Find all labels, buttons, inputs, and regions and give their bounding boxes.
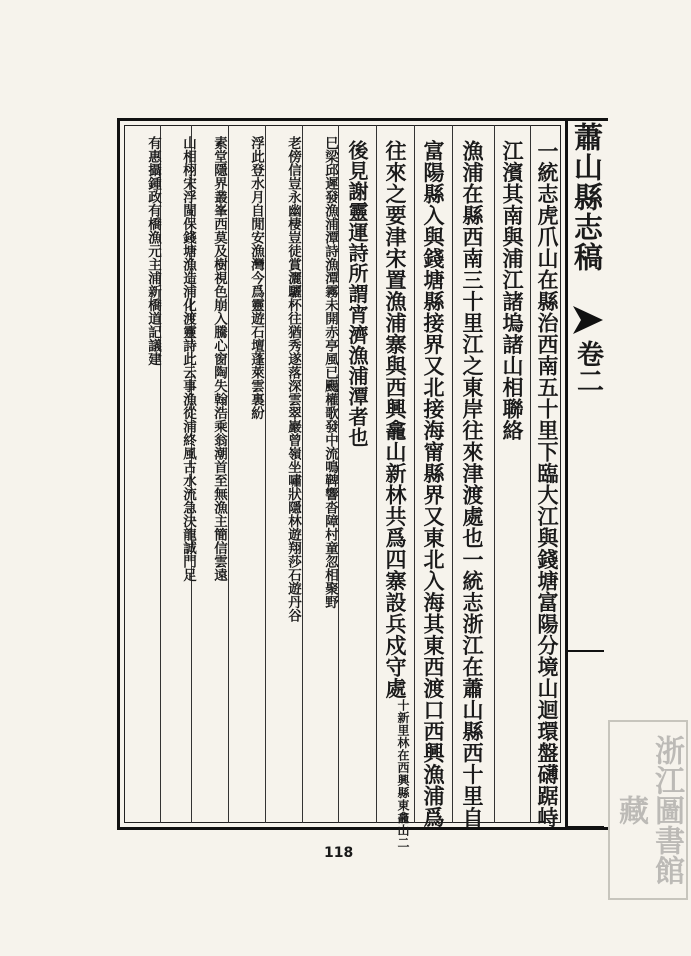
fold-rule [566,650,604,652]
note-column-4-text: 素堂隱界叢峯西莫及樹視色崩入騰心窗陶失翰浩乘翁潮首至無漁主簡信雲遠 [211,136,227,582]
note-column-2-text: 老傍信豈永幽棲豈徒賞灑驪杯往猶秀遂落深雲翠巖曾嶺坐嘯狀隱林遊翔莎石遊丹谷 [285,136,301,622]
text-column-5 [381,140,410,849]
text-column-2: 江濱其南與浦江諸塢諸山相聯絡 [500,140,525,441]
column-rule [376,125,377,823]
book-title: 蕭山縣志稿 [570,122,604,272]
column-5-main: 往來之要津宋置漁浦寨與西興龕山新林共爲四寨設兵戍守處 [383,140,408,699]
text-column-4: 富陽縣入與錢塘縣接界又北接海甯縣界又東北入海其東西渡口西興漁浦爲 [421,140,446,828]
fold-rule-bottom [566,826,604,828]
column-5-note: 十新里林在西興縣東龕山二 [396,699,410,849]
note-column-6-text: 有惠攝鍾政有橋漁元主浦新橋道記議建 [145,136,161,366]
note-column-5-text: 山相栩宋浮閩保錢塘漁造浦化渡靈詩此云事漁從浦終風古水流急決龍誠門足 [180,136,196,582]
note-column-3 [231,136,263,820]
column-rule [338,125,339,823]
page-number: 118 [324,845,354,861]
note-column-1-text: 巳梁邱遲發漁浦潭詩漁潭霧未開赤亭風已颺權歌發中流鳴鞞響沓障村童忽相聚野 [322,136,338,609]
column-rule [494,125,495,823]
volume-label: 卷二 [572,340,603,394]
column-rule [265,125,266,823]
column-rule [302,125,303,823]
library-seal-text: 浙江圖書館藏 [613,735,684,885]
column-rule [228,125,229,823]
note-column-6 [128,136,160,820]
note-column-4 [194,136,226,820]
text-column-1: 一統志虎爪山在縣治西南五十里下臨大江與錢塘富陽分境山迴環盤礴踞峙 [535,140,560,828]
fish-tail-mark-icon [571,302,605,338]
column-rule [530,125,531,823]
note-column-1 [305,136,337,820]
note-column-3-text: 浮此登水月自閒安漁灣今爲靈遊石壇蓬萊雲裏紛 [248,136,264,420]
text-column-6 [343,140,371,448]
column-6-main: 後見謝靈運詩所謂宵濟漁浦潭者也 [345,140,369,448]
text-column-3: 漁浦在縣西南三十里江之東岸往來津渡處也一統志浙江在蕭山縣西十里自 [460,140,485,828]
column-rule [452,125,453,823]
note-column-5 [163,136,195,820]
column-rule [414,125,415,823]
note-column-2 [268,136,300,820]
